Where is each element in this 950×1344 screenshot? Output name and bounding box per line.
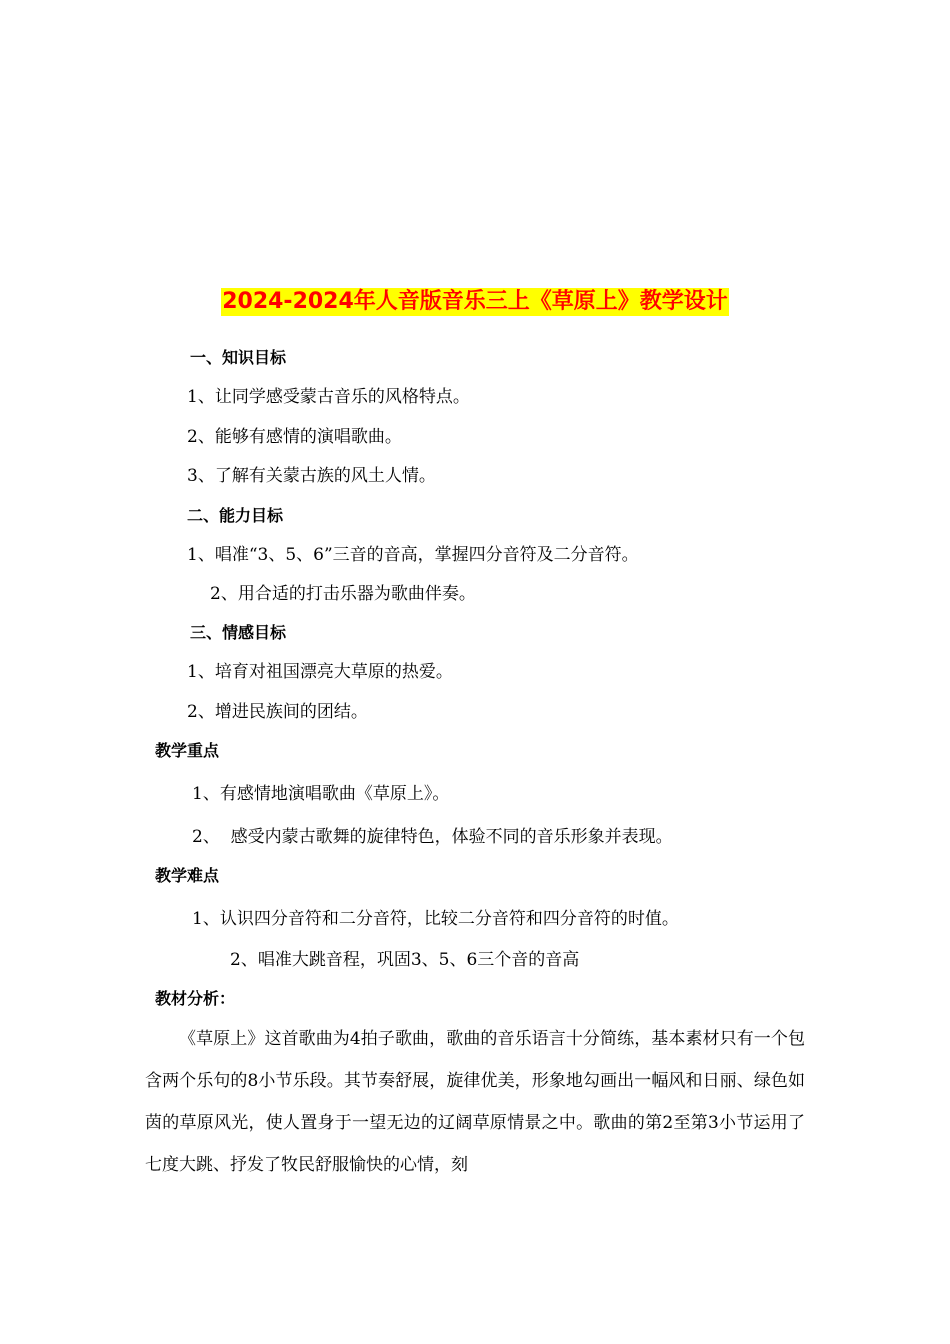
heading-difficulties: 教学难点 bbox=[155, 866, 220, 885]
emotion-item-1: 1、培育对祖国漂亮大草原的热爱。 bbox=[187, 662, 453, 682]
heading-emotion-goals: 三、情感目标 bbox=[190, 623, 287, 642]
heading-ability-goals: 二、能力目标 bbox=[187, 506, 284, 525]
ability-item-2: 2、用合适的打击乐器为歌曲伴奏。 bbox=[210, 584, 476, 604]
heading-key-points: 教学重点 bbox=[155, 741, 220, 760]
ability-item-1: 1、唱准“3、5、6”三音的音高，掌握四分音符及二分音符。 bbox=[187, 545, 639, 565]
knowledge-item-3: 3、了解有关蒙古族的风土人情。 bbox=[187, 466, 436, 486]
knowledge-item-1: 1、让同学感受蒙古音乐的风格特点。 bbox=[187, 387, 470, 407]
difficulty-item-2: 2、唱准大跳音程，巩固3、5、6三个音的音高 bbox=[230, 950, 580, 970]
key-point-item-2: 2、 感受内蒙古歌舞的旋律特色，体验不同的音乐形象并表现。 bbox=[192, 827, 673, 847]
material-analysis-paragraph: 《草原上》这首歌曲为4拍子歌曲，歌曲的音乐语言十分简练，基本素材只有一个包含两个乐句的8小节乐段。其节奏舒展，旋律优美，形象地勾画出一幅风和日丽、绿色如茵的草原风光，使人置身于一望无边的辽阔草原情景之中。歌曲的第2至第3小节运用了七度大跳、抒发了牧民舒服愉快的心情，刻 bbox=[145, 1029, 805, 1175]
heading-knowledge-goals: 一、知识目标 bbox=[190, 348, 287, 367]
emotion-item-2: 2、增进民族间的团结。 bbox=[187, 702, 368, 722]
key-point-item-1: 1、有感情地演唱歌曲《草原上》。 bbox=[192, 784, 450, 804]
document-title: 2024-2024年人音版音乐三上《草原上》教学设计 bbox=[222, 289, 728, 314]
title-container bbox=[0, 288, 950, 316]
heading-material-analysis: 教材分析： bbox=[155, 989, 236, 1008]
knowledge-item-2: 2、能够有感情的演唱歌曲。 bbox=[187, 427, 402, 447]
difficulty-item-1: 1、认识四分音符和二分音符，比较二分音符和四分音符的时值。 bbox=[192, 909, 679, 929]
